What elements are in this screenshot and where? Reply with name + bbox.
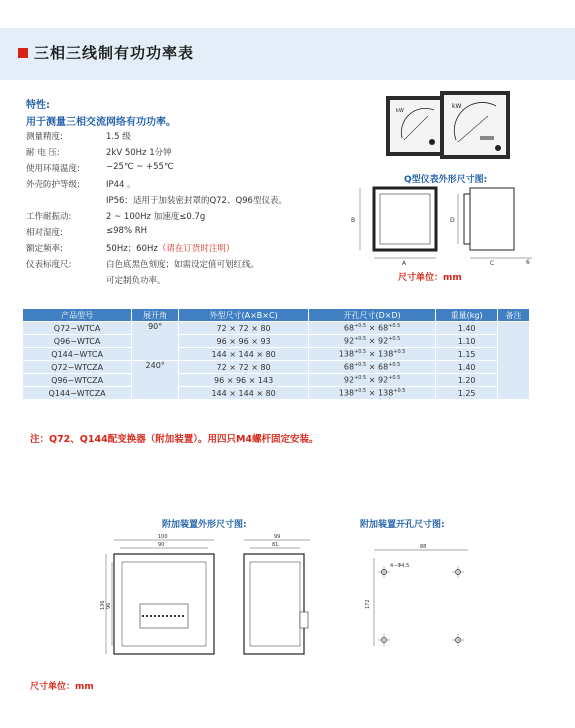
meter-unit-2: kW [452,103,462,110]
outline-size-cell: 144 × 144 × 80 [179,387,309,400]
svg-text:96: 96 [106,602,112,609]
outline-size-cell: 72 × 72 × 80 [179,322,309,335]
table-row [23,361,530,374]
spec-row [26,210,205,222]
addon-hole-drawing [360,532,480,656]
svg-text:C: C [490,260,495,267]
svg-text:B: B [351,217,356,224]
model-cell: Q72−WTCA [23,322,132,335]
svg-text:4−Φ4.5: 4−Φ4.5 [390,563,410,569]
spec-row [26,162,174,174]
hole-size-cell: $68^{+0.5} \times 68^{+0.5}$ [309,322,436,335]
outline-size-cell: 96 × 96 × 93 [179,335,309,348]
spec-value: IP44 。 [106,180,136,190]
spec-row [26,274,166,286]
spec-key [26,274,106,286]
features-title: 特性: [26,100,50,111]
spec-key: 仪表标度尺: [26,260,72,270]
q-unit-label: 尺寸单位：mm [398,273,462,283]
model-cell: Q72−WTCZA [23,361,132,374]
meter-photo [384,90,514,160]
table-row [23,335,530,348]
outline-size-cell: 96 × 96 × 143 [179,374,309,387]
svg-text:90: 90 [158,542,165,548]
spec-table [22,308,530,400]
spec-row [26,258,259,270]
table-header-cell: 重量(kg) [436,309,498,322]
svg-text:100: 100 [158,534,168,540]
hole-size-cell: $68^{+0.5} \times 68^{+0.5}$ [309,361,436,374]
spec-value: IP56：适用于加装密封罩的Q72、Q96型仪表。 [106,196,287,206]
table-header-cell: 展开角 [132,309,179,322]
spec-row [26,194,287,206]
spec-value: 2kV 50Hz 1分钟 [106,148,172,158]
hole-size-cell: $92^{+0.5} \times 92^{+0.5}$ [309,335,436,348]
q-type-outline-drawing [346,182,536,278]
addon-front-drawing [100,532,220,656]
weight-cell: 1.40 [436,322,498,335]
weight-cell: 1.25 [436,387,498,400]
spec-value: 可定制负功率。 [106,276,166,286]
remark-cell [498,322,530,400]
model-cell: Q96−WTCA [23,335,132,348]
table-header-cell: 产品型号 [23,309,132,322]
meter-unit-1: kW [396,108,404,114]
weight-cell: 1.10 [436,335,498,348]
weight-cell: 1.20 [436,374,498,387]
table-row [23,387,530,400]
spec-value: 50Hz；60Hz [106,244,158,254]
model-cell: Q96−WTCZA [23,374,132,387]
svg-text:172: 172 [365,599,371,609]
spec-key: 额定频率: [26,244,63,254]
spec-value: ≤98% RH [106,226,148,236]
spec-row [26,130,131,142]
svg-text:81: 81 [272,542,279,548]
spec-row [26,242,234,254]
spec-key: 外壳防护等级: [26,180,80,190]
hole-size-cell: $138^{+0.5} \times 138^{+0.5}$ [309,348,436,361]
table-row [23,322,530,335]
svg-text:A: A [402,260,407,267]
bottom-unit-label: 尺寸单位：mm [30,682,94,692]
outline-size-cell: 72 × 72 × 80 [179,361,309,374]
table-row [23,374,530,387]
weight-cell: 1.40 [436,361,498,374]
spec-value: 1.5 级 [106,132,131,142]
spec-key: 使用环境温度: [26,164,80,174]
model-cell: Q144−WTCA [23,348,132,361]
hole-size-cell: $92^{+0.5} \times 92^{+0.5}$ [309,374,436,387]
table-row [23,348,530,361]
spec-value: 2 ~ 100Hz 加速度≤0.7g [106,212,206,222]
q-type-caption: Q型仪表外形尺寸图: [404,175,488,185]
angle-cell: 90° [132,322,179,361]
addon-outline-caption: 附加装置外形尺寸图: [162,520,247,530]
angle-cell: 240° [132,361,179,400]
svg-text:D: D [450,217,455,224]
page-title: 三相三线制有功功率表 [34,44,195,62]
spec-key: 相对湿度: [26,228,63,238]
addon-side-drawing [234,532,314,656]
spec-key: 测量精度: [26,132,63,142]
subtitle: 用于测量三相交流网络有功功率。 [26,117,176,128]
spec-key [26,194,106,206]
title-bar [18,42,194,63]
spec-row [26,178,136,190]
spec-value: 白色底黑色刻度；如需设定值可划红线。 [106,260,260,270]
weight-cell: 1.15 [436,348,498,361]
table-header-cell: 外型尺寸(A×B×C) [179,309,309,322]
spec-row [26,226,147,238]
table-header-row [23,309,530,322]
hole-size-cell: $138^{+0.5} \times 138^{+0.5}$ [309,387,436,400]
title-marker [18,48,28,58]
spec-key: 耐 电 压: [26,148,60,158]
installation-note: 注：Q72、Q144配变换器（附加装置）。用四只M4螺杆固定安装。 [30,434,319,445]
svg-text:6: 6 [526,259,530,266]
svg-text:136: 136 [100,600,106,610]
spec-key: 工作耐振动: [26,212,72,222]
spec-value: −25℃ ~ +55℃ [106,162,174,172]
table-header-cell: 备注 [498,309,530,322]
svg-text:99: 99 [274,534,281,540]
spec-row [26,146,172,158]
spec-red-note: （请在订货时注明） [157,244,235,254]
outline-size-cell: 144 × 144 × 80 [179,348,309,361]
svg-text:88: 88 [420,544,427,550]
model-cell: Q144−WTCZA [23,387,132,400]
table-header-cell: 开孔尺寸(D×D) [309,309,436,322]
addon-hole-caption: 附加装置开孔尺寸图: [360,520,445,530]
